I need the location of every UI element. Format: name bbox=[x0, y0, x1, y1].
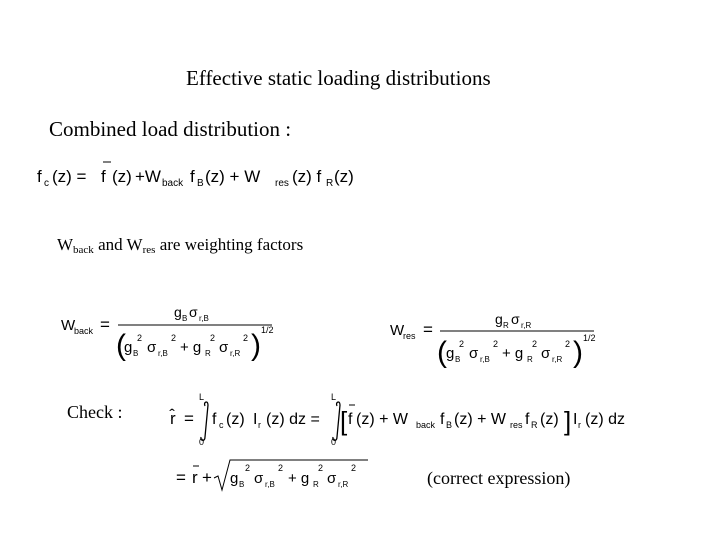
svg-text:σ: σ bbox=[147, 339, 157, 356]
svg-text:(z) f: (z) f bbox=[292, 167, 322, 186]
weight-res-subscript: res bbox=[142, 244, 156, 256]
svg-text:res: res bbox=[403, 331, 416, 341]
svg-text:): ) bbox=[573, 336, 583, 369]
svg-text:[: [ bbox=[340, 406, 348, 436]
svg-text:(z) dz =: (z) dz = bbox=[266, 411, 320, 428]
svg-text:): ) bbox=[251, 329, 261, 362]
svg-text:2: 2 bbox=[565, 339, 571, 349]
svg-text:0: 0 bbox=[331, 437, 337, 447]
svg-text:B: B bbox=[133, 349, 139, 358]
svg-text:r,B: r,B bbox=[265, 480, 275, 489]
svg-text:L: L bbox=[331, 392, 337, 402]
svg-text:=: = bbox=[176, 468, 186, 487]
svg-text:(z) + W: (z) + W bbox=[356, 411, 408, 428]
svg-text:r,R: r,R bbox=[521, 321, 532, 330]
svg-text:2: 2 bbox=[493, 339, 499, 349]
svg-text:r,B: r,B bbox=[480, 355, 490, 364]
svg-text:R: R bbox=[313, 480, 319, 489]
svg-text:=: = bbox=[423, 320, 433, 339]
svg-text:2: 2 bbox=[351, 463, 357, 473]
svg-text:1/2: 1/2 bbox=[261, 325, 274, 335]
svg-text:g: g bbox=[495, 311, 503, 327]
section-heading: Combined load distribution : bbox=[49, 117, 292, 141]
svg-text:r: r bbox=[578, 420, 581, 430]
svg-text:r: r bbox=[258, 420, 261, 430]
svg-text:f: f bbox=[37, 167, 42, 186]
svg-text:B: B bbox=[182, 314, 188, 323]
svg-text:r,R: r,R bbox=[552, 355, 563, 364]
svg-text:B: B bbox=[239, 480, 245, 489]
svg-text:2: 2 bbox=[318, 463, 324, 473]
svg-text:W: W bbox=[61, 317, 76, 334]
svg-text:res: res bbox=[510, 420, 523, 430]
svg-text:B: B bbox=[455, 355, 461, 364]
svg-text:R: R bbox=[205, 349, 211, 358]
svg-text:2: 2 bbox=[278, 463, 284, 473]
svg-text:2: 2 bbox=[459, 339, 465, 349]
svg-text:r,R: r,R bbox=[230, 349, 241, 358]
svg-text:σ: σ bbox=[219, 339, 229, 356]
slide-title: Effective static loading distributions bbox=[186, 66, 491, 90]
svg-text:res: res bbox=[275, 178, 289, 189]
svg-text:σ: σ bbox=[189, 304, 198, 320]
svg-text:σ: σ bbox=[541, 345, 551, 362]
weight-back-symbol: W bbox=[57, 235, 74, 254]
svg-text:R: R bbox=[527, 355, 533, 364]
svg-text:g: g bbox=[446, 345, 455, 362]
svg-text:W: W bbox=[390, 322, 405, 339]
weight-back-subscript: back bbox=[73, 244, 94, 256]
svg-text:R: R bbox=[326, 178, 334, 189]
svg-text:c: c bbox=[44, 178, 49, 189]
svg-text:(z) + W: (z) + W bbox=[205, 167, 261, 186]
weights-and-text: and W bbox=[93, 235, 143, 254]
svg-text:+ g: + g bbox=[180, 339, 202, 356]
svg-text:σ: σ bbox=[327, 470, 337, 487]
svg-text:2: 2 bbox=[243, 333, 249, 343]
svg-text:g: g bbox=[174, 304, 182, 320]
svg-text:r,B: r,B bbox=[199, 314, 209, 323]
svg-text:1/2: 1/2 bbox=[583, 333, 596, 343]
svg-text:+: + bbox=[202, 468, 212, 487]
svg-text:f: f bbox=[101, 167, 106, 186]
svg-text:]: ] bbox=[564, 406, 572, 436]
svg-text:I: I bbox=[253, 411, 258, 428]
svg-text:(z) + W: (z) + W bbox=[454, 411, 506, 428]
svg-text:=: = bbox=[184, 409, 194, 428]
svg-text:back: back bbox=[74, 326, 94, 336]
svg-text:r̂: r̂ bbox=[170, 409, 176, 428]
svg-text:2: 2 bbox=[137, 333, 143, 343]
svg-text:R: R bbox=[531, 420, 538, 430]
svg-text:f: f bbox=[440, 411, 445, 428]
svg-text:σ: σ bbox=[254, 470, 264, 487]
svg-text:(: ( bbox=[116, 329, 126, 362]
svg-text:c: c bbox=[219, 420, 224, 430]
svg-text:2: 2 bbox=[210, 333, 216, 343]
svg-text:(: ( bbox=[437, 336, 447, 369]
correct-expression-note: (correct expression) bbox=[427, 468, 571, 488]
svg-text:f: f bbox=[190, 167, 195, 186]
svg-text:=: = bbox=[100, 315, 110, 334]
svg-text:+W: +W bbox=[135, 167, 161, 186]
svg-text:0: 0 bbox=[199, 437, 205, 447]
svg-text:B: B bbox=[446, 420, 453, 430]
svg-text:(z): (z) bbox=[112, 167, 132, 186]
svg-text:g: g bbox=[124, 339, 133, 356]
svg-text:r,R: r,R bbox=[338, 480, 349, 489]
svg-text:σ: σ bbox=[469, 345, 479, 362]
svg-text:f: f bbox=[212, 411, 217, 428]
svg-text:f: f bbox=[525, 411, 530, 428]
svg-text:back: back bbox=[416, 420, 436, 430]
svg-text:2: 2 bbox=[171, 333, 177, 343]
svg-text:(z) dz: (z) dz bbox=[585, 411, 625, 428]
svg-text:R: R bbox=[503, 321, 509, 330]
svg-text:back: back bbox=[162, 178, 184, 189]
svg-text:r,B: r,B bbox=[158, 349, 168, 358]
svg-text:+ g: + g bbox=[502, 345, 524, 362]
svg-text:r: r bbox=[192, 468, 198, 487]
svg-text:(z) =: (z) = bbox=[52, 167, 87, 186]
svg-text:g: g bbox=[230, 470, 239, 487]
svg-text:(z): (z) bbox=[334, 167, 354, 186]
svg-text:f: f bbox=[348, 411, 353, 428]
svg-text:L: L bbox=[199, 392, 205, 402]
svg-text:2: 2 bbox=[245, 463, 251, 473]
svg-text:(z): (z) bbox=[540, 411, 559, 428]
check-label: Check : bbox=[67, 402, 123, 422]
svg-text:B: B bbox=[197, 178, 204, 189]
weights-rest-text: are weighting factors bbox=[155, 235, 304, 254]
svg-text:+ g: + g bbox=[288, 470, 310, 487]
svg-text:I: I bbox=[573, 411, 578, 428]
svg-text:(z): (z) bbox=[226, 411, 245, 428]
svg-text:2: 2 bbox=[532, 339, 538, 349]
svg-text:σ: σ bbox=[511, 311, 520, 327]
